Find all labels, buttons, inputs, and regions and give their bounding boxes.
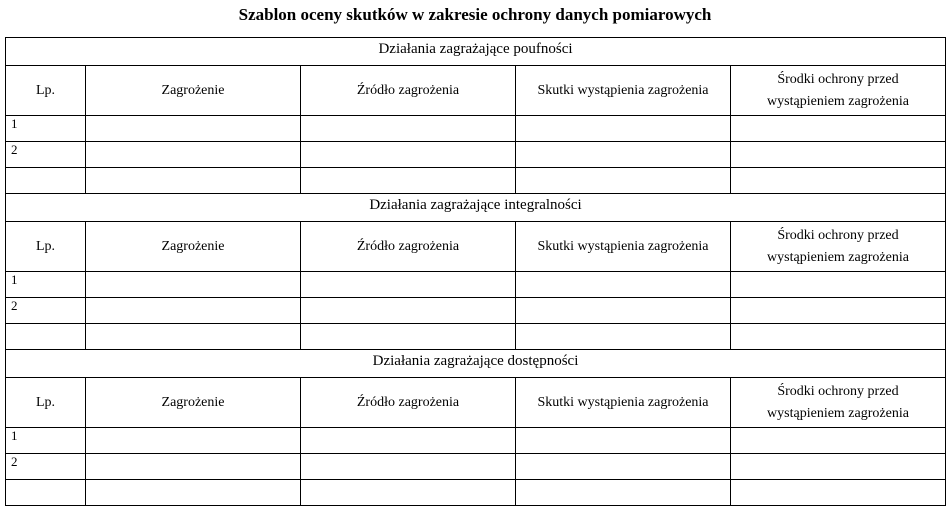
cell-measures bbox=[731, 116, 946, 142]
table-row bbox=[6, 428, 946, 454]
document-title: Szablon oceny skutków w zakresie ochrony danych pomiarowych bbox=[238, 5, 712, 24]
cell-source bbox=[301, 428, 516, 454]
cell-measures bbox=[731, 168, 946, 194]
column-header-effects: Skutki wystąpienia zagrożenia bbox=[516, 222, 731, 272]
column-header-row bbox=[6, 378, 946, 428]
column-header-measures-line1: Środki ochrony przed bbox=[777, 383, 899, 399]
cell-measures bbox=[731, 480, 946, 506]
table-row bbox=[6, 454, 946, 480]
cell-effects bbox=[516, 298, 731, 324]
column-header-effects: Skutki wystąpienia zagrożenia bbox=[516, 66, 731, 116]
cell-lp: 2 bbox=[6, 454, 86, 480]
section-header-availability bbox=[6, 350, 946, 378]
section-title: Działania zagrażające poufności bbox=[6, 38, 946, 66]
column-header-lp: Lp. bbox=[6, 378, 86, 428]
cell-measures bbox=[731, 324, 946, 350]
cell-effects bbox=[516, 428, 731, 454]
table-row bbox=[6, 324, 946, 350]
cell-lp bbox=[6, 480, 86, 506]
cell-lp bbox=[6, 168, 86, 194]
cell-measures bbox=[731, 298, 946, 324]
section-header-integrity bbox=[6, 194, 946, 222]
cell-source bbox=[301, 116, 516, 142]
column-header-row bbox=[6, 66, 946, 116]
cell-lp bbox=[6, 324, 86, 350]
cell-threat bbox=[86, 298, 301, 324]
table-row bbox=[6, 272, 946, 298]
table-body bbox=[6, 38, 946, 506]
cell-lp: 2 bbox=[6, 298, 86, 324]
cell-measures bbox=[731, 272, 946, 298]
cell-threat bbox=[86, 454, 301, 480]
column-header-row bbox=[6, 222, 946, 272]
cell-threat bbox=[86, 324, 301, 350]
cell-threat bbox=[86, 272, 301, 298]
section-header-confidentiality bbox=[6, 38, 946, 66]
cell-threat bbox=[86, 142, 301, 168]
impact-assessment-table bbox=[5, 37, 946, 506]
column-header-lp: Lp. bbox=[6, 222, 86, 272]
column-header-measures bbox=[731, 378, 946, 428]
column-header-source: Źródło zagrożenia bbox=[301, 378, 516, 428]
column-header-threat: Zagrożenie bbox=[86, 378, 301, 428]
table-row bbox=[6, 480, 946, 506]
column-header-measures-line1: Środki ochrony przed bbox=[777, 227, 899, 243]
cell-lp: 1 bbox=[6, 116, 86, 142]
cell-effects bbox=[516, 142, 731, 168]
cell-measures bbox=[731, 142, 946, 168]
column-header-lp: Lp. bbox=[6, 66, 86, 116]
column-header-measures-line1: Środki ochrony przed bbox=[777, 71, 899, 87]
cell-lp: 2 bbox=[6, 142, 86, 168]
cell-effects bbox=[516, 454, 731, 480]
cell-threat bbox=[86, 116, 301, 142]
cell-source bbox=[301, 480, 516, 506]
column-header-measures bbox=[731, 66, 946, 116]
cell-threat bbox=[86, 480, 301, 506]
cell-threat bbox=[86, 428, 301, 454]
column-header-threat: Zagrożenie bbox=[86, 66, 301, 116]
column-header-measures-line2: wystąpieniem zagrożenia bbox=[767, 249, 909, 265]
column-header-measures-line2: wystąpieniem zagrożenia bbox=[767, 93, 909, 109]
column-header-measures-line2: wystąpieniem zagrożenia bbox=[767, 405, 909, 421]
section-title: Działania zagrażające dostępności bbox=[6, 350, 946, 378]
cell-source bbox=[301, 454, 516, 480]
cell-threat bbox=[86, 168, 301, 194]
table-row bbox=[6, 116, 946, 142]
table-row bbox=[6, 168, 946, 194]
column-header-source: Źródło zagrożenia bbox=[301, 222, 516, 272]
table-row bbox=[6, 298, 946, 324]
cell-effects bbox=[516, 168, 731, 194]
cell-source bbox=[301, 272, 516, 298]
column-header-measures bbox=[731, 222, 946, 272]
cell-effects bbox=[516, 480, 731, 506]
cell-measures bbox=[731, 454, 946, 480]
cell-effects bbox=[516, 324, 731, 350]
cell-effects bbox=[516, 116, 731, 142]
column-header-source: Źródło zagrożenia bbox=[301, 66, 516, 116]
cell-source bbox=[301, 168, 516, 194]
cell-lp: 1 bbox=[6, 272, 86, 298]
cell-lp: 1 bbox=[6, 428, 86, 454]
section-title: Działania zagrażające integralności bbox=[6, 194, 946, 222]
cell-effects bbox=[516, 272, 731, 298]
cell-source bbox=[301, 142, 516, 168]
cell-source bbox=[301, 324, 516, 350]
column-header-effects: Skutki wystąpienia zagrożenia bbox=[516, 378, 731, 428]
column-header-threat: Zagrożenie bbox=[86, 222, 301, 272]
table-row bbox=[6, 142, 946, 168]
cell-measures bbox=[731, 428, 946, 454]
cell-source bbox=[301, 298, 516, 324]
